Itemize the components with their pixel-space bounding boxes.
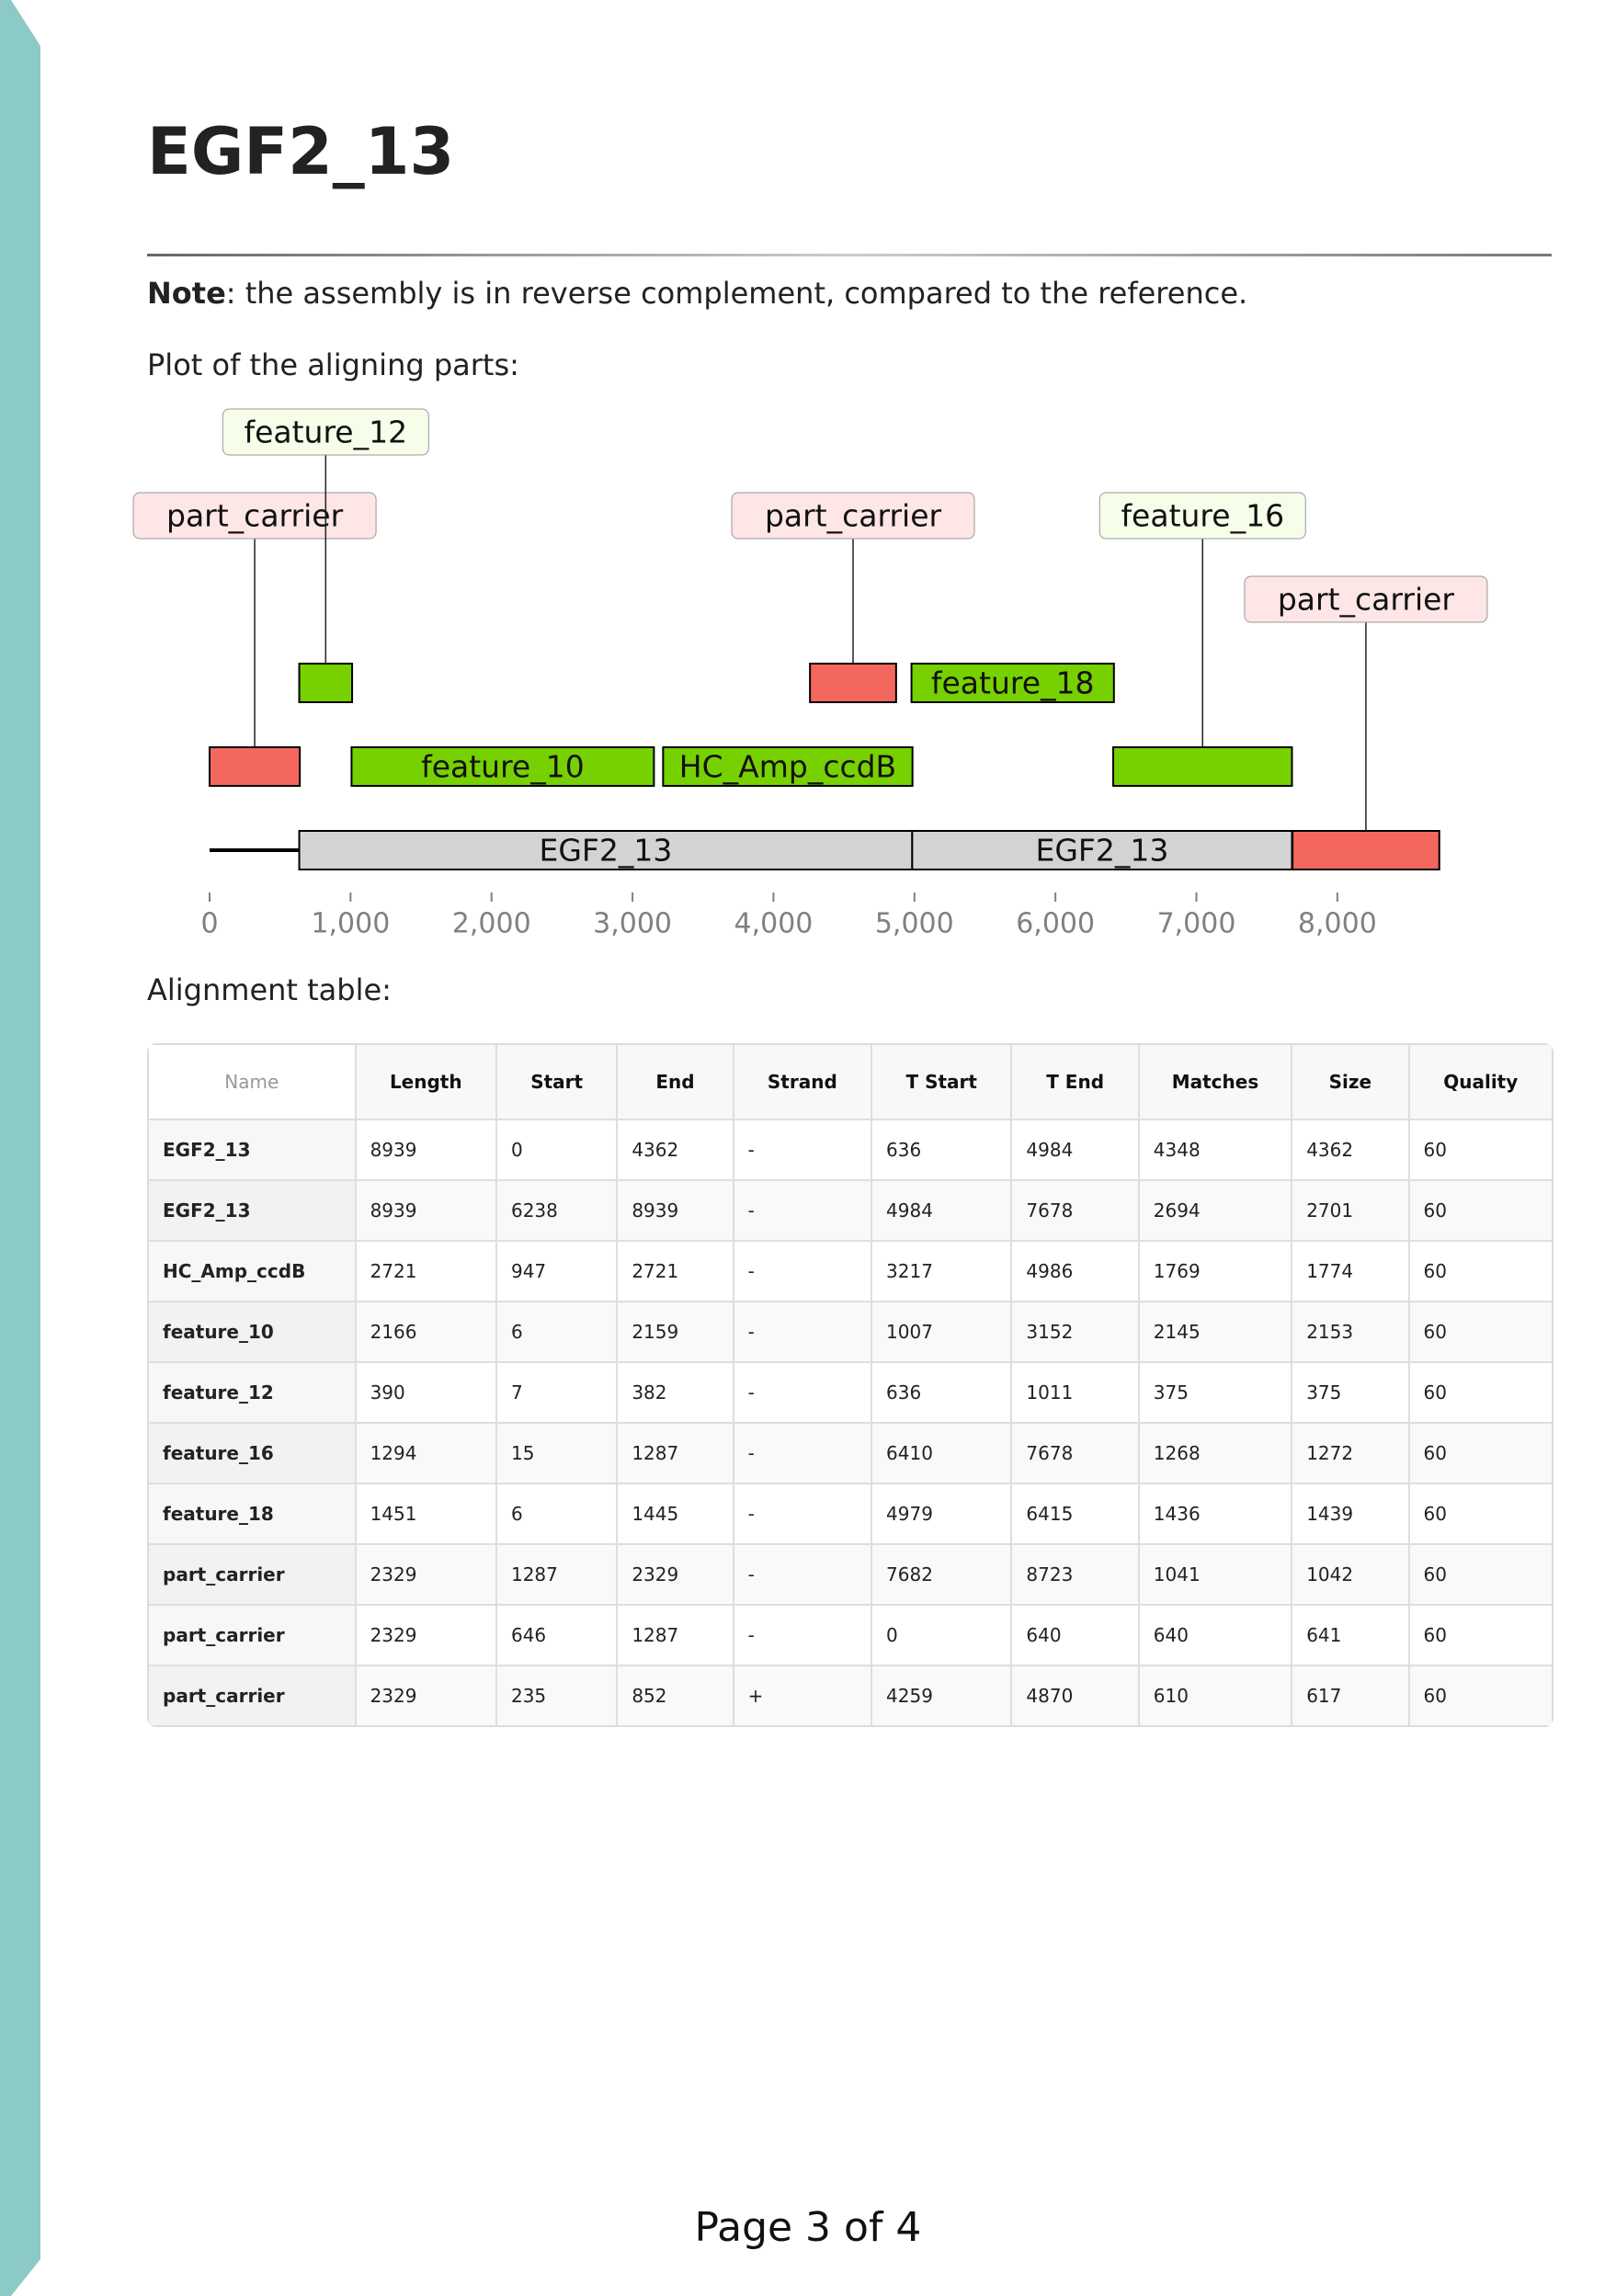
- table-cell: 640: [1011, 1605, 1138, 1665]
- column-header-start: Start: [496, 1045, 617, 1120]
- axis-tick-label-8: 8,000: [1297, 907, 1377, 940]
- carrier-bar-4: [810, 664, 896, 702]
- feature-label-1: feature_12: [244, 414, 408, 450]
- table-cell: 60: [1409, 1362, 1552, 1423]
- plot-caption: Plot of the aligning parts:: [147, 347, 519, 382]
- table-cell: 646: [496, 1605, 617, 1665]
- table-cell: 2694: [1139, 1180, 1292, 1241]
- table-cell: 617: [1292, 1665, 1408, 1725]
- table-cell: -: [734, 1362, 871, 1423]
- table-row: [149, 1483, 1552, 1544]
- table-cell-name: part_carrier: [149, 1605, 356, 1665]
- table-cell: 4348: [1139, 1120, 1292, 1180]
- table-cell: 2166: [356, 1301, 496, 1362]
- column-header-t-start: T Start: [871, 1045, 1011, 1120]
- column-header-strand: Strand: [734, 1045, 871, 1120]
- table-cell: 8939: [356, 1180, 496, 1241]
- note-bold-label: Note: [147, 276, 226, 311]
- table-cell: 1769: [1139, 1241, 1292, 1301]
- table-cell-name: part_carrier: [149, 1544, 356, 1605]
- table-row: [149, 1180, 1552, 1241]
- feature-label-3: HC_Amp_ccdB: [678, 748, 897, 785]
- table-cell-name: EGF2_13: [149, 1180, 356, 1241]
- table-cell: 2329: [617, 1544, 733, 1605]
- carrier-bar-7: [1292, 831, 1440, 870]
- table-cell: 1287: [617, 1423, 733, 1483]
- table-cell: 1272: [1292, 1423, 1408, 1483]
- feature-label-7: part_carrier: [1277, 581, 1455, 618]
- table-cell: 1011: [1011, 1362, 1138, 1423]
- table-cell: 1774: [1292, 1241, 1408, 1301]
- table-cell: -: [734, 1544, 871, 1605]
- table-cell: 8723: [1011, 1544, 1138, 1605]
- table-row: [149, 1362, 1552, 1423]
- table-cell: 2721: [617, 1241, 733, 1301]
- table-cell: 60: [1409, 1665, 1552, 1725]
- feature-bar-1: [300, 664, 353, 702]
- table-cell: -: [734, 1180, 871, 1241]
- table-row: [149, 1301, 1552, 1362]
- table-cell: 4984: [1011, 1120, 1138, 1180]
- table-cell: 4362: [1292, 1120, 1408, 1180]
- title-divider: [147, 254, 1552, 256]
- column-header-quality: Quality: [1409, 1045, 1552, 1120]
- table-cell: 636: [871, 1362, 1011, 1423]
- backbone-label-0: EGF2_13: [539, 832, 673, 869]
- alignment-table: [147, 1043, 1553, 1727]
- table-caption: Alignment table:: [147, 972, 392, 1007]
- table-cell: 636: [871, 1120, 1011, 1180]
- table-cell: 852: [617, 1665, 733, 1725]
- table-cell: 4986: [1011, 1241, 1138, 1301]
- table-cell: 2329: [356, 1605, 496, 1665]
- table-cell: 7678: [1011, 1423, 1138, 1483]
- table-cell: -: [734, 1423, 871, 1483]
- table-cell-name: feature_18: [149, 1483, 356, 1544]
- table-cell: 2145: [1139, 1301, 1292, 1362]
- table-cell: 1451: [356, 1483, 496, 1544]
- table-cell: 6410: [871, 1423, 1011, 1483]
- page-title: EGF2_13: [147, 114, 455, 189]
- table-cell: 60: [1409, 1301, 1552, 1362]
- table-cell: +: [734, 1665, 871, 1725]
- table-cell: 947: [496, 1241, 617, 1301]
- table-cell: 1268: [1139, 1423, 1292, 1483]
- column-header-size: Size: [1292, 1045, 1408, 1120]
- table-cell: 375: [1139, 1362, 1292, 1423]
- table-cell: 382: [617, 1362, 733, 1423]
- table-cell: 1042: [1292, 1544, 1408, 1605]
- table-cell: 4979: [871, 1483, 1011, 1544]
- page-number: Page 3 of 4: [694, 2204, 922, 2251]
- table-cell: 2701: [1292, 1180, 1408, 1241]
- table-cell: 1287: [617, 1605, 733, 1665]
- note-text: : the assembly is in reverse complement, compared to the reference.: [225, 276, 1248, 311]
- table-cell: 375: [1292, 1362, 1408, 1423]
- table-cell: 1436: [1139, 1483, 1292, 1544]
- table-cell-name: part_carrier: [149, 1665, 356, 1725]
- table-cell: 6: [496, 1483, 617, 1544]
- feature-bar-6: [1113, 747, 1292, 786]
- table-cell: 7: [496, 1362, 617, 1423]
- column-header-matches: Matches: [1139, 1045, 1292, 1120]
- axis-tick-label-3: 3,000: [593, 907, 673, 940]
- table-cell-name: feature_16: [149, 1423, 356, 1483]
- table-cell: 60: [1409, 1483, 1552, 1544]
- reverse-complement-note: [147, 276, 1247, 311]
- table-cell: 8939: [617, 1180, 733, 1241]
- table-cell: 6: [496, 1301, 617, 1362]
- column-header-length: Length: [356, 1045, 496, 1120]
- column-header-t-end: T End: [1011, 1045, 1138, 1120]
- alignment-plot: [0, 414, 1616, 940]
- axis-tick-label-5: 5,000: [874, 907, 954, 940]
- side-decoration-band: [0, 0, 40, 2296]
- table-cell: 1007: [871, 1301, 1011, 1362]
- table-cell-name: HC_Amp_ccdB: [149, 1241, 356, 1301]
- table-cell: 60: [1409, 1605, 1552, 1665]
- axis-tick-label-7: 7,000: [1156, 907, 1236, 940]
- table-cell: 7682: [871, 1544, 1011, 1605]
- table-cell: 60: [1409, 1544, 1552, 1605]
- table-cell: 2721: [356, 1241, 496, 1301]
- table-cell: 7678: [1011, 1180, 1138, 1241]
- table-cell: 15: [496, 1423, 617, 1483]
- table-cell: 1439: [1292, 1483, 1408, 1544]
- table-cell: 641: [1292, 1605, 1408, 1665]
- table-cell: 60: [1409, 1241, 1552, 1301]
- feature-label-4: part_carrier: [764, 497, 942, 534]
- table-cell: 2153: [1292, 1301, 1408, 1362]
- table-cell: 2329: [356, 1544, 496, 1605]
- table-cell: 2329: [356, 1665, 496, 1725]
- table-cell: 0: [496, 1120, 617, 1180]
- table-cell-name: feature_10: [149, 1301, 356, 1362]
- table-cell: 1041: [1139, 1544, 1292, 1605]
- table-cell: 6238: [496, 1180, 617, 1241]
- backbone-label-1: EGF2_13: [1035, 832, 1169, 869]
- table-cell: 60: [1409, 1423, 1552, 1483]
- feature-label-0: part_carrier: [166, 497, 344, 534]
- axis-tick-label-0: 0: [200, 907, 219, 940]
- table-cell: 2159: [617, 1301, 733, 1362]
- table-cell: -: [734, 1241, 871, 1301]
- feature-label-2: feature_10: [421, 748, 585, 785]
- axis-tick-label-4: 4,000: [734, 907, 814, 940]
- table-row: [149, 1605, 1552, 1665]
- table-row: [149, 1544, 1552, 1605]
- axis-tick-label-6: 6,000: [1016, 907, 1096, 940]
- table-cell: 1294: [356, 1423, 496, 1483]
- table-row: [149, 1665, 1552, 1725]
- table-row: [149, 1120, 1552, 1180]
- table-cell: 0: [871, 1605, 1011, 1665]
- table-cell: 3152: [1011, 1301, 1138, 1362]
- table-cell: 60: [1409, 1180, 1552, 1241]
- axis-tick-label-1: 1,000: [311, 907, 391, 940]
- table-cell: -: [734, 1120, 871, 1180]
- table-row: [149, 1423, 1552, 1483]
- table-row: [149, 1241, 1552, 1301]
- table-cell: -: [734, 1301, 871, 1362]
- table-cell: 4362: [617, 1120, 733, 1180]
- table-cell: 4870: [1011, 1665, 1138, 1725]
- table-cell: 640: [1139, 1605, 1292, 1665]
- table-cell: 610: [1139, 1665, 1292, 1725]
- table-cell: 3217: [871, 1241, 1011, 1301]
- table-cell: 1287: [496, 1544, 617, 1605]
- feature-label-5: feature_18: [930, 665, 1095, 701]
- table-cell: 235: [496, 1665, 617, 1725]
- table-cell: 60: [1409, 1120, 1552, 1180]
- table-header-row: [149, 1045, 1552, 1120]
- table-cell: 4259: [871, 1665, 1011, 1725]
- table-cell: 390: [356, 1362, 496, 1423]
- carrier-bar-0: [210, 747, 300, 786]
- column-header-end: End: [617, 1045, 733, 1120]
- table-cell-name: EGF2_13: [149, 1120, 356, 1180]
- table-cell: 6415: [1011, 1483, 1138, 1544]
- feature-label-6: feature_16: [1121, 497, 1285, 534]
- table-cell: 1445: [617, 1483, 733, 1544]
- table-cell-name: feature_12: [149, 1362, 356, 1423]
- table-cell: 8939: [356, 1120, 496, 1180]
- table-cell: 4984: [871, 1180, 1011, 1241]
- table-cell: -: [734, 1483, 871, 1544]
- column-header-name: Name: [149, 1045, 356, 1120]
- axis-tick-label-2: 2,000: [451, 907, 531, 940]
- table-cell: -: [734, 1605, 871, 1665]
